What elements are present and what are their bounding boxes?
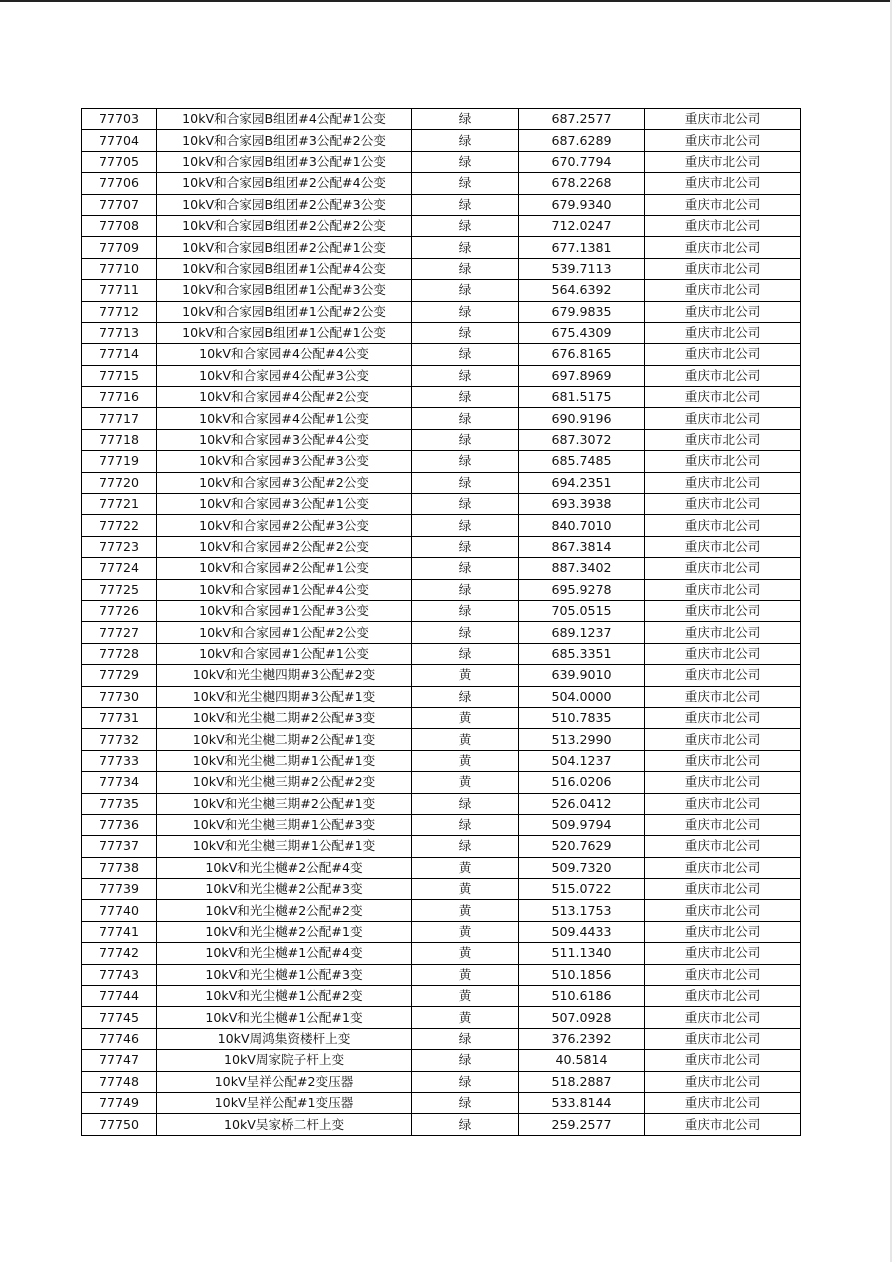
cell-value: 509.7320	[519, 857, 645, 878]
cell-name: 10kV呈祥公配#1变压器	[157, 1092, 412, 1113]
cell-org: 重庆市北公司	[645, 408, 801, 429]
cell-name: 10kV和合家园#2公配#1公变	[157, 558, 412, 579]
cell-color: 绿	[412, 814, 519, 835]
table-row	[82, 986, 801, 1007]
cell-color: 绿	[412, 130, 519, 151]
cell-id: 77713	[82, 322, 157, 343]
cell-value: 697.8969	[519, 365, 645, 386]
cell-name: 10kV和合家园B组团#2公配#4公变	[157, 173, 412, 194]
cell-id: 77740	[82, 900, 157, 921]
cell-name: 10kV和合家园#4公配#1公变	[157, 408, 412, 429]
table-row	[82, 215, 801, 236]
cell-org: 重庆市北公司	[645, 943, 801, 964]
cell-org: 重庆市北公司	[645, 1050, 801, 1071]
cell-org: 重庆市北公司	[645, 814, 801, 835]
cell-value: 675.4309	[519, 322, 645, 343]
table-body	[82, 109, 801, 1136]
cell-name: 10kV和合家园#4公配#3公变	[157, 365, 412, 386]
cell-org: 重庆市北公司	[645, 1071, 801, 1092]
cell-org: 重庆市北公司	[645, 387, 801, 408]
cell-value: 259.2577	[519, 1114, 645, 1135]
cell-name: 10kV和合家园B组团#2公配#1公变	[157, 237, 412, 258]
cell-value: 676.8165	[519, 344, 645, 365]
table-row	[82, 173, 801, 194]
cell-color: 黄	[412, 665, 519, 686]
cell-value: 533.8144	[519, 1092, 645, 1113]
cell-org: 重庆市北公司	[645, 600, 801, 621]
cell-name: 10kV和合家园#1公配#1公变	[157, 643, 412, 664]
cell-color: 绿	[412, 301, 519, 322]
cell-name: 10kV和光尘樾二期#2公配#3变	[157, 707, 412, 728]
cell-value: 516.0206	[519, 772, 645, 793]
table-row	[82, 1028, 801, 1049]
cell-org: 重庆市北公司	[645, 665, 801, 686]
cell-id: 77705	[82, 151, 157, 172]
cell-id: 77734	[82, 772, 157, 793]
cell-org: 重庆市北公司	[645, 215, 801, 236]
cell-org: 重庆市北公司	[645, 109, 801, 130]
table-row	[82, 857, 801, 878]
cell-value: 705.0515	[519, 600, 645, 621]
cell-org: 重庆市北公司	[645, 729, 801, 750]
cell-name: 10kV和合家园#3公配#3公变	[157, 451, 412, 472]
table-row	[82, 151, 801, 172]
cell-value: 510.6186	[519, 986, 645, 1007]
cell-org: 重庆市北公司	[645, 365, 801, 386]
cell-org: 重庆市北公司	[645, 344, 801, 365]
table-row	[82, 1007, 801, 1028]
table-row	[82, 579, 801, 600]
cell-org: 重庆市北公司	[645, 900, 801, 921]
table-row	[82, 408, 801, 429]
cell-org: 重庆市北公司	[645, 1092, 801, 1113]
cell-name: 10kV和合家园#4公配#4公变	[157, 344, 412, 365]
cell-name: 10kV和光尘樾二期#1公配#1变	[157, 750, 412, 771]
cell-org: 重庆市北公司	[645, 301, 801, 322]
cell-color: 绿	[412, 237, 519, 258]
cell-id: 77729	[82, 665, 157, 686]
cell-id: 77711	[82, 280, 157, 301]
cell-name: 10kV和光尘樾#2公配#1变	[157, 921, 412, 942]
cell-org: 重庆市北公司	[645, 322, 801, 343]
cell-org: 重庆市北公司	[645, 686, 801, 707]
cell-color: 黄	[412, 857, 519, 878]
cell-name: 10kV和合家园#1公配#4公变	[157, 579, 412, 600]
cell-org: 重庆市北公司	[645, 1114, 801, 1135]
cell-value: 518.2887	[519, 1071, 645, 1092]
cell-id: 77710	[82, 258, 157, 279]
cell-id: 77745	[82, 1007, 157, 1028]
cell-color: 黄	[412, 964, 519, 985]
cell-color: 绿	[412, 365, 519, 386]
cell-color: 黄	[412, 921, 519, 942]
cell-color: 黄	[412, 750, 519, 771]
cell-id: 77736	[82, 814, 157, 835]
cell-value: 511.1340	[519, 943, 645, 964]
cell-value: 509.4433	[519, 921, 645, 942]
table-row	[82, 1092, 801, 1113]
cell-name: 10kV和光尘樾#1公配#1变	[157, 1007, 412, 1028]
cell-org: 重庆市北公司	[645, 707, 801, 728]
cell-color: 绿	[412, 600, 519, 621]
table-row	[82, 900, 801, 921]
cell-color: 绿	[412, 1028, 519, 1049]
table-row	[82, 622, 801, 643]
cell-color: 绿	[412, 536, 519, 557]
cell-color: 绿	[412, 387, 519, 408]
cell-id: 77707	[82, 194, 157, 215]
cell-color: 绿	[412, 515, 519, 536]
page-top-rule	[0, 0, 892, 2]
cell-org: 重庆市北公司	[645, 494, 801, 515]
cell-value: 687.2577	[519, 109, 645, 130]
cell-id: 77709	[82, 237, 157, 258]
cell-value: 677.1381	[519, 237, 645, 258]
cell-color: 黄	[412, 1007, 519, 1028]
table-row	[82, 836, 801, 857]
cell-value: 513.1753	[519, 900, 645, 921]
cell-color: 绿	[412, 836, 519, 857]
cell-value: 689.1237	[519, 622, 645, 643]
cell-org: 重庆市北公司	[645, 879, 801, 900]
cell-name: 10kV周鸿集资楼杆上变	[157, 1028, 412, 1049]
cell-id: 77741	[82, 921, 157, 942]
cell-color: 绿	[412, 793, 519, 814]
cell-id: 77725	[82, 579, 157, 600]
cell-value: 509.9794	[519, 814, 645, 835]
cell-value: 520.7629	[519, 836, 645, 857]
cell-org: 重庆市北公司	[645, 280, 801, 301]
cell-value: 526.0412	[519, 793, 645, 814]
cell-value: 712.0247	[519, 215, 645, 236]
cell-color: 绿	[412, 258, 519, 279]
cell-id: 77722	[82, 515, 157, 536]
table-row	[82, 729, 801, 750]
cell-org: 重庆市北公司	[645, 986, 801, 1007]
cell-id: 77721	[82, 494, 157, 515]
table-row	[82, 301, 801, 322]
cell-id: 77737	[82, 836, 157, 857]
cell-id: 77703	[82, 109, 157, 130]
table-row	[82, 344, 801, 365]
cell-org: 重庆市北公司	[645, 643, 801, 664]
cell-org: 重庆市北公司	[645, 579, 801, 600]
cell-value: 678.2268	[519, 173, 645, 194]
cell-org: 重庆市北公司	[645, 793, 801, 814]
cell-value: 687.6289	[519, 130, 645, 151]
table-row	[82, 1071, 801, 1092]
cell-value: 507.0928	[519, 1007, 645, 1028]
cell-name: 10kV和光尘樾二期#2公配#1变	[157, 729, 412, 750]
table-row	[82, 130, 801, 151]
cell-value: 40.5814	[519, 1050, 645, 1071]
table-row	[82, 814, 801, 835]
cell-color: 绿	[412, 194, 519, 215]
cell-org: 重庆市北公司	[645, 472, 801, 493]
table-row	[82, 600, 801, 621]
cell-color: 绿	[412, 408, 519, 429]
cell-name: 10kV和合家园B组团#1公配#2公变	[157, 301, 412, 322]
cell-org: 重庆市北公司	[645, 151, 801, 172]
data-table	[81, 108, 801, 1136]
cell-name: 10kV和合家园B组团#3公配#1公变	[157, 151, 412, 172]
cell-color: 绿	[412, 215, 519, 236]
cell-id: 77712	[82, 301, 157, 322]
cell-id: 77726	[82, 600, 157, 621]
cell-value: 867.3814	[519, 536, 645, 557]
cell-value: 887.3402	[519, 558, 645, 579]
table-row	[82, 1050, 801, 1071]
table-row	[82, 451, 801, 472]
cell-color: 黄	[412, 900, 519, 921]
table-row	[82, 643, 801, 664]
cell-name: 10kV和光尘樾#2公配#4变	[157, 857, 412, 878]
cell-color: 绿	[412, 429, 519, 450]
cell-name: 10kV呈祥公配#2变压器	[157, 1071, 412, 1092]
cell-color: 黄	[412, 729, 519, 750]
cell-color: 绿	[412, 579, 519, 600]
cell-value: 510.7835	[519, 707, 645, 728]
table-row	[82, 1114, 801, 1135]
cell-color: 黄	[412, 943, 519, 964]
table-row	[82, 194, 801, 215]
cell-id: 77730	[82, 686, 157, 707]
table-row	[82, 515, 801, 536]
cell-id: 77717	[82, 408, 157, 429]
cell-name: 10kV和光尘樾#2公配#2变	[157, 900, 412, 921]
cell-color: 绿	[412, 686, 519, 707]
cell-value: 695.9278	[519, 579, 645, 600]
table-row	[82, 258, 801, 279]
cell-name: 10kV和合家园#2公配#3公变	[157, 515, 412, 536]
cell-org: 重庆市北公司	[645, 515, 801, 536]
cell-value: 513.2990	[519, 729, 645, 750]
cell-id: 77750	[82, 1114, 157, 1135]
cell-id: 77743	[82, 964, 157, 985]
cell-id: 77747	[82, 1050, 157, 1071]
cell-name: 10kV和合家园#1公配#2公变	[157, 622, 412, 643]
cell-color: 绿	[412, 643, 519, 664]
cell-org: 重庆市北公司	[645, 857, 801, 878]
cell-color: 黄	[412, 879, 519, 900]
cell-org: 重庆市北公司	[645, 237, 801, 258]
cell-color: 绿	[412, 622, 519, 643]
table-row	[82, 707, 801, 728]
cell-id: 77731	[82, 707, 157, 728]
cell-name: 10kV和光尘樾四期#3公配#1变	[157, 686, 412, 707]
cell-name: 10kV吴家桥二杆上变	[157, 1114, 412, 1135]
cell-id: 77720	[82, 472, 157, 493]
cell-org: 重庆市北公司	[645, 921, 801, 942]
cell-org: 重庆市北公司	[645, 451, 801, 472]
cell-org: 重庆市北公司	[645, 130, 801, 151]
cell-name: 10kV和光尘樾三期#2公配#2变	[157, 772, 412, 793]
cell-color: 绿	[412, 151, 519, 172]
table-row	[82, 387, 801, 408]
cell-name: 10kV和光尘樾#1公配#2变	[157, 986, 412, 1007]
cell-color: 绿	[412, 344, 519, 365]
cell-value: 690.9196	[519, 408, 645, 429]
cell-name: 10kV和合家园#2公配#2公变	[157, 536, 412, 557]
cell-name: 10kV和合家园B组团#1公配#1公变	[157, 322, 412, 343]
cell-value: 504.1237	[519, 750, 645, 771]
cell-value: 681.5175	[519, 387, 645, 408]
table-row	[82, 536, 801, 557]
cell-id: 77742	[82, 943, 157, 964]
cell-id: 77706	[82, 173, 157, 194]
cell-org: 重庆市北公司	[645, 1028, 801, 1049]
table-row	[82, 322, 801, 343]
cell-name: 10kV和光尘樾三期#1公配#1变	[157, 836, 412, 857]
cell-value: 515.0722	[519, 879, 645, 900]
table-row	[82, 365, 801, 386]
cell-org: 重庆市北公司	[645, 173, 801, 194]
cell-name: 10kV和光尘樾#2公配#3变	[157, 879, 412, 900]
table-row	[82, 943, 801, 964]
table-row	[82, 280, 801, 301]
cell-color: 绿	[412, 109, 519, 130]
cell-value: 685.7485	[519, 451, 645, 472]
table-row	[82, 686, 801, 707]
cell-value: 685.3351	[519, 643, 645, 664]
table-row	[82, 879, 801, 900]
cell-name: 10kV和光尘樾三期#1公配#3变	[157, 814, 412, 835]
cell-id: 77719	[82, 451, 157, 472]
cell-name: 10kV和合家园#1公配#3公变	[157, 600, 412, 621]
table-row	[82, 921, 801, 942]
cell-value: 687.3072	[519, 429, 645, 450]
table-row	[82, 793, 801, 814]
cell-color: 黄	[412, 986, 519, 1007]
table-row	[82, 237, 801, 258]
cell-id: 77704	[82, 130, 157, 151]
cell-id: 77738	[82, 857, 157, 878]
cell-id: 77718	[82, 429, 157, 450]
cell-name: 10kV和合家园#3公配#4公变	[157, 429, 412, 450]
cell-id: 77746	[82, 1028, 157, 1049]
cell-id: 77724	[82, 558, 157, 579]
table-row	[82, 750, 801, 771]
cell-name: 10kV和合家园B组团#4公配#1公变	[157, 109, 412, 130]
cell-value: 679.9340	[519, 194, 645, 215]
cell-value: 694.2351	[519, 472, 645, 493]
table-row	[82, 494, 801, 515]
cell-id: 77735	[82, 793, 157, 814]
cell-org: 重庆市北公司	[645, 1007, 801, 1028]
cell-org: 重庆市北公司	[645, 558, 801, 579]
cell-name: 10kV和光尘樾#1公配#3变	[157, 964, 412, 985]
table-row	[82, 109, 801, 130]
cell-id: 77715	[82, 365, 157, 386]
cell-value: 670.7794	[519, 151, 645, 172]
cell-id: 77714	[82, 344, 157, 365]
table-row	[82, 964, 801, 985]
cell-org: 重庆市北公司	[645, 836, 801, 857]
cell-value: 539.7113	[519, 258, 645, 279]
cell-name: 10kV和光尘樾#1公配#4变	[157, 943, 412, 964]
cell-color: 绿	[412, 1071, 519, 1092]
table-row	[82, 472, 801, 493]
cell-color: 绿	[412, 558, 519, 579]
cell-org: 重庆市北公司	[645, 750, 801, 771]
table-row	[82, 429, 801, 450]
cell-value: 693.3938	[519, 494, 645, 515]
cell-id: 77716	[82, 387, 157, 408]
cell-color: 绿	[412, 322, 519, 343]
cell-org: 重庆市北公司	[645, 536, 801, 557]
cell-name: 10kV和合家园B组团#1公配#4公变	[157, 258, 412, 279]
cell-name: 10kV和合家园#3公配#2公变	[157, 472, 412, 493]
cell-color: 绿	[412, 1114, 519, 1135]
cell-org: 重庆市北公司	[645, 194, 801, 215]
cell-color: 绿	[412, 472, 519, 493]
cell-name: 10kV和光尘樾四期#3公配#2变	[157, 665, 412, 686]
cell-color: 绿	[412, 1092, 519, 1113]
cell-id: 77723	[82, 536, 157, 557]
cell-color: 绿	[412, 451, 519, 472]
cell-value: 639.9010	[519, 665, 645, 686]
cell-name: 10kV和合家园B组团#2公配#3公变	[157, 194, 412, 215]
cell-value: 564.6392	[519, 280, 645, 301]
cell-name: 10kV和光尘樾三期#2公配#1变	[157, 793, 412, 814]
cell-color: 黄	[412, 772, 519, 793]
cell-value: 510.1856	[519, 964, 645, 985]
cell-id: 77748	[82, 1071, 157, 1092]
cell-value: 840.7010	[519, 515, 645, 536]
cell-name: 10kV和合家园B组团#3公配#2公变	[157, 130, 412, 151]
cell-id: 77749	[82, 1092, 157, 1113]
cell-id: 77727	[82, 622, 157, 643]
cell-id: 77728	[82, 643, 157, 664]
cell-name: 10kV和合家园#3公配#1公变	[157, 494, 412, 515]
cell-name: 10kV和合家园#4公配#2公变	[157, 387, 412, 408]
table-row	[82, 558, 801, 579]
cell-value: 679.9835	[519, 301, 645, 322]
cell-name: 10kV周家院子杆上变	[157, 1050, 412, 1071]
cell-org: 重庆市北公司	[645, 429, 801, 450]
cell-color: 黄	[412, 707, 519, 728]
cell-id: 77708	[82, 215, 157, 236]
cell-name: 10kV和合家园B组团#2公配#2公变	[157, 215, 412, 236]
cell-org: 重庆市北公司	[645, 772, 801, 793]
cell-id: 77732	[82, 729, 157, 750]
cell-color: 绿	[412, 173, 519, 194]
cell-org: 重庆市北公司	[645, 622, 801, 643]
cell-color: 绿	[412, 494, 519, 515]
cell-id: 77733	[82, 750, 157, 771]
cell-name: 10kV和合家园B组团#1公配#3公变	[157, 280, 412, 301]
cell-org: 重庆市北公司	[645, 964, 801, 985]
cell-id: 77739	[82, 879, 157, 900]
cell-value: 504.0000	[519, 686, 645, 707]
cell-value: 376.2392	[519, 1028, 645, 1049]
cell-id: 77744	[82, 986, 157, 1007]
table-row	[82, 772, 801, 793]
cell-color: 绿	[412, 1050, 519, 1071]
cell-color: 绿	[412, 280, 519, 301]
cell-org: 重庆市北公司	[645, 258, 801, 279]
table-row	[82, 665, 801, 686]
